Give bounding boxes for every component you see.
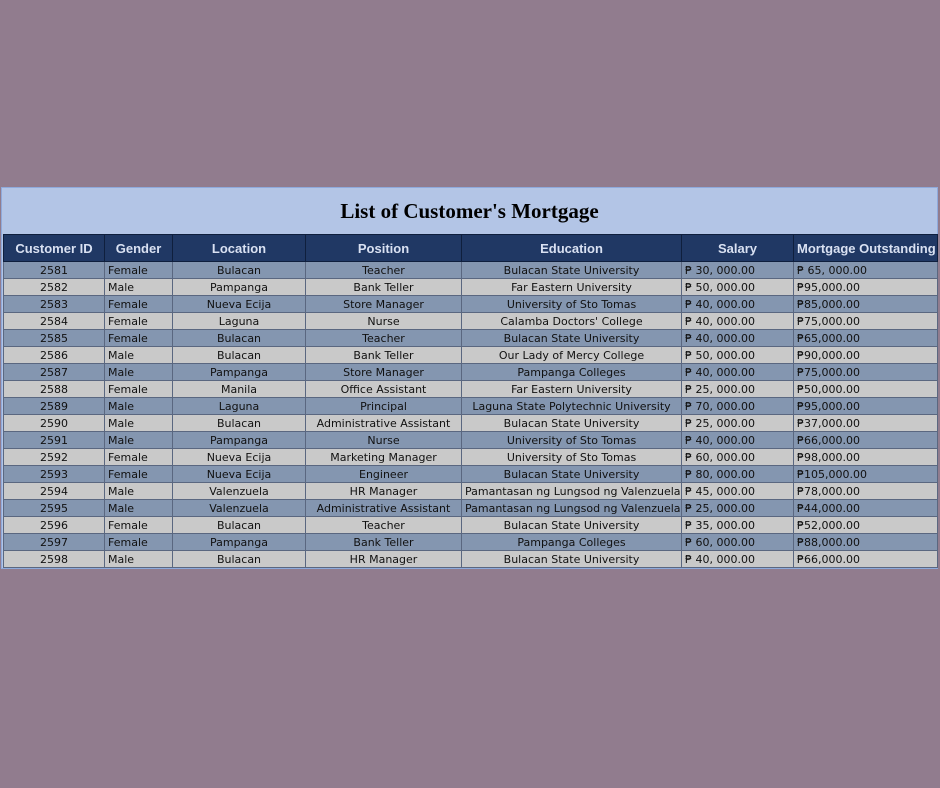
cell-location[interactable]: Pampanga xyxy=(173,364,306,381)
col-header-location[interactable]: Location xyxy=(173,235,306,262)
cell-customer-id[interactable]: 2586 xyxy=(4,347,105,364)
cell-customer-id[interactable]: 2592 xyxy=(4,449,105,466)
cell-salary[interactable]: ₱ 25, 000.00 xyxy=(682,381,794,398)
table-row xyxy=(4,500,938,517)
cell-mortgage-outstanding[interactable]: ₱75,000.00 xyxy=(794,364,938,381)
table-body xyxy=(4,262,938,568)
cell-position[interactable]: Marketing Manager xyxy=(306,449,462,466)
cell-education[interactable]: Pamantasan ng Lungsod ng Valenzuela xyxy=(462,483,682,500)
cell-salary[interactable]: ₱ 30, 000.00 xyxy=(682,262,794,279)
col-header-mortgage-outstanding[interactable]: Mortgage Outstanding xyxy=(794,235,938,262)
cell-education[interactable]: Bulacan State University xyxy=(462,262,682,279)
cell-customer-id[interactable]: 2589 xyxy=(4,398,105,415)
cell-gender[interactable]: Male xyxy=(105,415,173,432)
cell-gender[interactable]: Female xyxy=(105,262,173,279)
cell-gender[interactable]: Female xyxy=(105,330,173,347)
cell-customer-id[interactable]: 2581 xyxy=(4,262,105,279)
cell-customer-id[interactable]: 2594 xyxy=(4,483,105,500)
cell-position[interactable]: Principal xyxy=(306,398,462,415)
cell-location[interactable]: Bulacan xyxy=(173,330,306,347)
cell-salary[interactable]: ₱ 40, 000.00 xyxy=(682,296,794,313)
cell-education[interactable]: Pampanga Colleges xyxy=(462,534,682,551)
cell-customer-id[interactable]: 2584 xyxy=(4,313,105,330)
cell-salary[interactable]: ₱ 40, 000.00 xyxy=(682,364,794,381)
cell-location[interactable]: Bulacan xyxy=(173,347,306,364)
cell-customer-id[interactable]: 2591 xyxy=(4,432,105,449)
cell-education[interactable]: Bulacan State University xyxy=(462,517,682,534)
cell-education[interactable]: Bulacan State University xyxy=(462,551,682,568)
cell-mortgage-outstanding[interactable]: ₱65,000.00 xyxy=(794,330,938,347)
cell-position[interactable]: Administrative Assistant xyxy=(306,500,462,517)
table-row xyxy=(4,432,938,449)
sheet-title: List of Customer's Mortgage xyxy=(340,198,599,223)
cell-gender[interactable]: Male xyxy=(105,500,173,517)
cell-location[interactable]: Bulacan xyxy=(173,517,306,534)
cell-mortgage-outstanding[interactable]: ₱66,000.00 xyxy=(794,432,938,449)
cell-salary[interactable]: ₱ 60, 000.00 xyxy=(682,534,794,551)
cell-location[interactable]: Pampanga xyxy=(173,279,306,296)
cell-gender[interactable]: Male xyxy=(105,483,173,500)
cell-position[interactable]: Store Manager xyxy=(306,364,462,381)
cell-salary[interactable]: ₱ 80, 000.00 xyxy=(682,466,794,483)
table-row xyxy=(4,330,938,347)
col-header-customer-id[interactable]: Customer ID xyxy=(4,235,105,262)
mortgage-sheet xyxy=(1,187,938,569)
cell-mortgage-outstanding[interactable]: ₱75,000.00 xyxy=(794,313,938,330)
cell-education[interactable]: Pampanga Colleges xyxy=(462,364,682,381)
cell-mortgage-outstanding[interactable]: ₱95,000.00 xyxy=(794,398,938,415)
cell-location[interactable]: Valenzuela xyxy=(173,500,306,517)
table-row xyxy=(4,466,938,483)
cell-position[interactable]: Teacher xyxy=(306,262,462,279)
cell-customer-id[interactable]: 2588 xyxy=(4,381,105,398)
cell-gender[interactable]: Male xyxy=(105,551,173,568)
cell-gender[interactable]: Female xyxy=(105,296,173,313)
cell-salary[interactable]: ₱ 70, 000.00 xyxy=(682,398,794,415)
cell-position[interactable]: Bank Teller xyxy=(306,534,462,551)
cell-gender[interactable]: Female xyxy=(105,534,173,551)
cell-salary[interactable]: ₱ 60, 000.00 xyxy=(682,449,794,466)
table-row xyxy=(4,262,938,279)
cell-education[interactable]: Calamba Doctors' College xyxy=(462,313,682,330)
cell-mortgage-outstanding[interactable]: ₱105,000.00 xyxy=(794,466,938,483)
cell-customer-id[interactable]: 2587 xyxy=(4,364,105,381)
cell-location[interactable]: Bulacan xyxy=(173,551,306,568)
cell-salary[interactable]: ₱ 25, 000.00 xyxy=(682,500,794,517)
table-row xyxy=(4,296,938,313)
table-row xyxy=(4,381,938,398)
cell-mortgage-outstanding[interactable]: ₱88,000.00 xyxy=(794,534,938,551)
cell-position[interactable]: Bank Teller xyxy=(306,347,462,364)
cell-customer-id[interactable]: 2590 xyxy=(4,415,105,432)
cell-mortgage-outstanding[interactable]: ₱37,000.00 xyxy=(794,415,938,432)
table-row xyxy=(4,398,938,415)
cell-mortgage-outstanding[interactable]: ₱95,000.00 xyxy=(794,279,938,296)
cell-position[interactable]: Bank Teller xyxy=(306,279,462,296)
cell-salary[interactable]: ₱ 40, 000.00 xyxy=(682,313,794,330)
cell-gender[interactable]: Male xyxy=(105,398,173,415)
cell-location[interactable]: Bulacan xyxy=(173,262,306,279)
cell-location[interactable]: Bulacan xyxy=(173,415,306,432)
cell-education[interactable]: University of Sto Tomas xyxy=(462,296,682,313)
col-header-gender[interactable]: Gender xyxy=(105,235,173,262)
cell-location[interactable]: Pampanga xyxy=(173,432,306,449)
col-header-position[interactable]: Position xyxy=(306,235,462,262)
cell-education[interactable]: University of Sto Tomas xyxy=(462,449,682,466)
cell-salary[interactable]: ₱ 35, 000.00 xyxy=(682,517,794,534)
cell-position[interactable]: Teacher xyxy=(306,330,462,347)
table-row xyxy=(4,364,938,381)
cell-mortgage-outstanding[interactable]: ₱78,000.00 xyxy=(794,483,938,500)
cell-mortgage-outstanding[interactable]: ₱52,000.00 xyxy=(794,517,938,534)
cell-gender[interactable]: Male xyxy=(105,279,173,296)
table-row xyxy=(4,449,938,466)
cell-gender[interactable]: Female xyxy=(105,449,173,466)
cell-location[interactable]: Nueva Ecija xyxy=(173,466,306,483)
cell-salary[interactable]: ₱ 50, 000.00 xyxy=(682,347,794,364)
col-header-education[interactable]: Education xyxy=(462,235,682,262)
cell-salary[interactable]: ₱ 25, 000.00 xyxy=(682,415,794,432)
table-row xyxy=(4,534,938,551)
cell-position[interactable]: Store Manager xyxy=(306,296,462,313)
cell-mortgage-outstanding[interactable]: ₱90,000.00 xyxy=(794,347,938,364)
customer-mortgage-table xyxy=(3,234,938,568)
cell-education[interactable]: University of Sto Tomas xyxy=(462,432,682,449)
cell-gender[interactable]: Male xyxy=(105,347,173,364)
cell-location[interactable]: Nueva Ecija xyxy=(173,296,306,313)
table-row xyxy=(4,517,938,534)
cell-education[interactable]: Bulacan State University xyxy=(462,330,682,347)
cell-gender[interactable]: Male xyxy=(105,364,173,381)
table-row xyxy=(4,313,938,330)
cell-gender[interactable]: Female xyxy=(105,381,173,398)
cell-education[interactable]: Bulacan State University xyxy=(462,466,682,483)
cell-mortgage-outstanding[interactable]: ₱ 65, 000.00 xyxy=(794,262,938,279)
cell-gender[interactable]: Male xyxy=(105,432,173,449)
cell-salary[interactable]: ₱ 50, 000.00 xyxy=(682,279,794,296)
cell-position[interactable]: HR Manager xyxy=(306,483,462,500)
col-header-salary[interactable]: Salary xyxy=(682,235,794,262)
cell-mortgage-outstanding[interactable]: ₱98,000.00 xyxy=(794,449,938,466)
cell-position[interactable]: Nurse xyxy=(306,432,462,449)
cell-position[interactable]: Administrative Assistant xyxy=(306,415,462,432)
cell-customer-id[interactable]: 2595 xyxy=(4,500,105,517)
cell-customer-id[interactable]: 2593 xyxy=(4,466,105,483)
cell-position[interactable]: HR Manager xyxy=(306,551,462,568)
cell-mortgage-outstanding[interactable]: ₱50,000.00 xyxy=(794,381,938,398)
header-row xyxy=(4,235,938,262)
cell-salary[interactable]: ₱ 40, 000.00 xyxy=(682,432,794,449)
cell-customer-id[interactable]: 2598 xyxy=(4,551,105,568)
cell-position[interactable]: Engineer xyxy=(306,466,462,483)
cell-salary[interactable]: ₱ 45, 000.00 xyxy=(682,483,794,500)
cell-customer-id[interactable]: 2585 xyxy=(4,330,105,347)
cell-education[interactable]: Our Lady of Mercy College xyxy=(462,347,682,364)
cell-location[interactable]: Laguna xyxy=(173,398,306,415)
cell-customer-id[interactable]: 2582 xyxy=(4,279,105,296)
cell-education[interactable]: Far Eastern University xyxy=(462,279,682,296)
cell-location[interactable]: Laguna xyxy=(173,313,306,330)
cell-salary[interactable]: ₱ 40, 000.00 xyxy=(682,551,794,568)
cell-education[interactable]: Pamantasan ng Lungsod ng Valenzuela xyxy=(462,500,682,517)
cell-location[interactable]: Manila xyxy=(173,381,306,398)
cell-gender[interactable]: Female xyxy=(105,466,173,483)
cell-education[interactable]: Laguna State Polytechnic University xyxy=(462,398,682,415)
cell-customer-id[interactable]: 2596 xyxy=(4,517,105,534)
cell-mortgage-outstanding[interactable]: ₱85,000.00 xyxy=(794,296,938,313)
cell-gender[interactable]: Female xyxy=(105,517,173,534)
cell-position[interactable]: Teacher xyxy=(306,517,462,534)
table-row xyxy=(4,347,938,364)
cell-customer-id[interactable]: 2597 xyxy=(4,534,105,551)
table-row xyxy=(4,483,938,500)
cell-gender[interactable]: Female xyxy=(105,313,173,330)
cell-location[interactable]: Nueva Ecija xyxy=(173,449,306,466)
table-row xyxy=(4,279,938,296)
cell-customer-id[interactable]: 2583 xyxy=(4,296,105,313)
cell-position[interactable]: Office Assistant xyxy=(306,381,462,398)
cell-mortgage-outstanding[interactable]: ₱44,000.00 xyxy=(794,500,938,517)
cell-mortgage-outstanding[interactable]: ₱66,000.00 xyxy=(794,551,938,568)
table-row xyxy=(4,415,938,432)
table-row xyxy=(4,551,938,568)
cell-education[interactable]: Far Eastern University xyxy=(462,381,682,398)
cell-position[interactable]: Nurse xyxy=(306,313,462,330)
cell-education[interactable]: Bulacan State University xyxy=(462,415,682,432)
cell-location[interactable]: Pampanga xyxy=(173,534,306,551)
cell-salary[interactable]: ₱ 40, 000.00 xyxy=(682,330,794,347)
cell-location[interactable]: Valenzuela xyxy=(173,483,306,500)
